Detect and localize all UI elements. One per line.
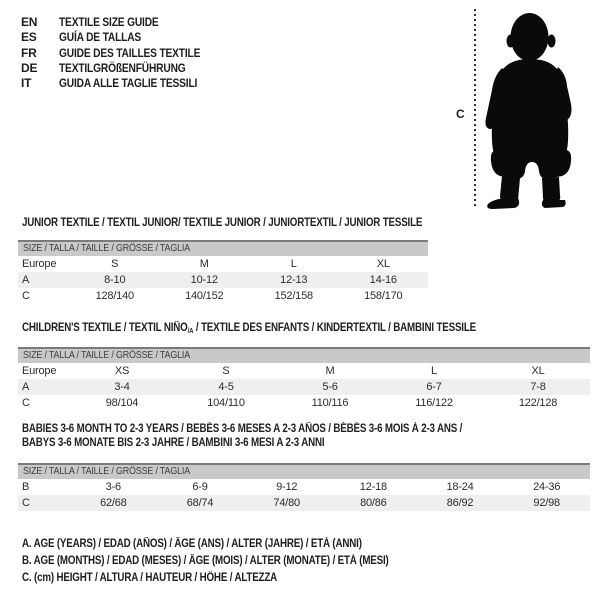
children-title-pre: CHILDREN'S TEXTILE / TEXTIL NIÑO xyxy=(22,322,188,334)
children-title-text xyxy=(22,321,476,338)
children-title-sub: /A xyxy=(187,327,194,335)
language-row xyxy=(21,30,225,45)
row-label: Europe xyxy=(22,258,57,270)
table-row-age xyxy=(18,379,590,395)
table-row-europe xyxy=(18,256,428,272)
language-row xyxy=(21,76,225,91)
height-cell: 68/74 xyxy=(186,497,214,509)
age-cell: 12-13 xyxy=(280,274,308,286)
age-cell: 18-24 xyxy=(446,481,474,493)
table-row-europe xyxy=(18,363,590,379)
row-label: Europe xyxy=(22,365,57,377)
table-row-age xyxy=(18,272,428,288)
children-section-title xyxy=(22,321,556,338)
guide-title: GUIDE DES TAILLES TEXTILE xyxy=(59,45,201,60)
table-row-height xyxy=(18,288,428,304)
age-cell: 9-12 xyxy=(276,481,298,493)
height-cell: 104/110 xyxy=(207,397,245,409)
size-cell: L xyxy=(431,365,437,377)
age-cell: 5-6 xyxy=(322,381,338,393)
language-row xyxy=(21,46,225,61)
junior-section-title xyxy=(22,216,493,230)
junior-table-rows xyxy=(18,256,428,304)
table-row-age-months xyxy=(18,479,590,495)
language-row xyxy=(21,15,225,30)
height-cell: 158/170 xyxy=(364,290,403,302)
size-cell: S xyxy=(222,365,230,377)
guide-title: GUÍA DE TALLAS xyxy=(59,30,142,45)
row-label: A xyxy=(22,274,30,286)
age-cell: 4-5 xyxy=(218,381,234,393)
height-cell: 92/98 xyxy=(533,497,560,509)
age-cell: 3-4 xyxy=(114,381,130,393)
guide-title: TEXTILE SIZE GUIDE xyxy=(59,15,159,29)
height-cell: 122/128 xyxy=(518,397,558,409)
height-cell: 110/116 xyxy=(311,397,349,409)
children-title-post: / TEXTILE DES ENFANTS / KINDERTEXTIL / BAMBINI TESSILE xyxy=(193,322,476,334)
guide-title: GUIDA ALLE TAGLIE TESSILI xyxy=(59,76,198,91)
height-cell: 86/92 xyxy=(446,497,474,509)
size-cell: XS xyxy=(114,365,130,377)
legend-line-c: C. (cm) HEIGHT / ALTURA / HAUTEUR / HÖHE / ALTEZZA xyxy=(22,572,278,584)
children-table-rows xyxy=(18,363,590,411)
height-measure-dotted-line xyxy=(474,9,476,209)
size-cell: XL xyxy=(531,365,545,377)
age-cell: 7-8 xyxy=(530,381,546,393)
height-measure-label: C xyxy=(456,107,465,121)
height-cell: 152/158 xyxy=(274,290,313,302)
babies-title-line1: BABIES 3-6 MONTH TO 2-3 YEARS / BEBÉS 3-6 MESES A 2-3 AÑOS / BÉBÉS 3-6 MOIS À 2-3 ANS / xyxy=(22,423,463,435)
size-cell: XL xyxy=(376,258,390,270)
age-cell: 12-18 xyxy=(359,481,387,493)
baby-silhouette-icon xyxy=(480,4,600,214)
age-cell: 3-6 xyxy=(105,481,121,493)
size-cell: S xyxy=(111,258,119,270)
language-title-list xyxy=(21,15,225,91)
language-code: FR xyxy=(21,45,37,60)
babies-size-table xyxy=(18,463,590,511)
height-cell: 116/122 xyxy=(415,397,453,409)
language-code: EN xyxy=(21,15,38,29)
row-label: C xyxy=(22,397,30,409)
age-cell: 10-12 xyxy=(190,274,218,286)
language-code: ES xyxy=(21,30,37,45)
language-row xyxy=(21,61,225,76)
age-cell: 8-10 xyxy=(104,274,126,286)
size-header-label: SIZE / TALLA / TAILLE / GRÖSSE / TAGLIA xyxy=(23,242,190,254)
size-header-band xyxy=(18,463,590,479)
legend-line-a: A. AGE (YEARS) / EDAD (AÑOS) / ÂGE (ANS) / ALTER (JAHRE) / ETÀ (ANNI) xyxy=(22,538,362,550)
guide-title: TEXTILGRÖßENFÜHRUNG xyxy=(59,60,186,75)
row-label: B xyxy=(22,481,30,493)
babies-table-rows xyxy=(18,479,590,511)
age-cell: 6-7 xyxy=(426,381,442,393)
row-label: A xyxy=(22,381,30,393)
size-header-band xyxy=(18,240,428,256)
height-cell: 62/68 xyxy=(100,497,127,509)
height-cell: 74/80 xyxy=(273,497,300,509)
age-cell: 6-9 xyxy=(192,481,208,493)
junior-size-table xyxy=(18,240,428,304)
row-label: C xyxy=(22,290,30,302)
babies-title-line2: BABYS 3-6 MONATE BIS 2-3 JAHRE / BAMBINI 3-6 MESI A 2-3 ANNI xyxy=(22,437,325,449)
age-cell: 24-36 xyxy=(533,481,561,493)
children-size-table xyxy=(18,347,590,411)
table-row-height xyxy=(18,495,590,511)
babies-section-title xyxy=(22,422,540,450)
height-cell: 98/104 xyxy=(105,397,139,409)
language-code: DE xyxy=(21,60,38,75)
legend-line-b: B. AGE (MONTHS) / EDAD (MESES) / ÂGE (MOIS) / ALTER (MONATE) / ETÀ (MESI) xyxy=(22,555,389,567)
table-row-height xyxy=(18,395,590,411)
height-cell: 80/86 xyxy=(360,497,387,509)
measurement-legend xyxy=(22,536,453,587)
size-header-label: SIZE / TALLA / TAILLE / GRÖSSE / TAGLIA xyxy=(23,349,190,361)
language-code: IT xyxy=(21,76,32,91)
height-cell: 140/152 xyxy=(185,290,224,302)
junior-title-text: JUNIOR TEXTILE / TEXTIL JUNIOR/ TEXTILE JUNIOR / JUNIORTEXTIL / JUNIOR TESSILE xyxy=(22,217,423,229)
size-header-band xyxy=(18,347,590,363)
size-cell: L xyxy=(290,258,297,270)
age-cell: 14-16 xyxy=(369,274,397,286)
size-cell: M xyxy=(199,258,209,270)
row-label: C xyxy=(22,497,30,509)
size-header-label: SIZE / TALLA / TAILLE / GRÖSSE / TAGLIA xyxy=(23,465,190,477)
size-cell: M xyxy=(325,365,335,377)
height-cell: 128/140 xyxy=(95,290,134,302)
